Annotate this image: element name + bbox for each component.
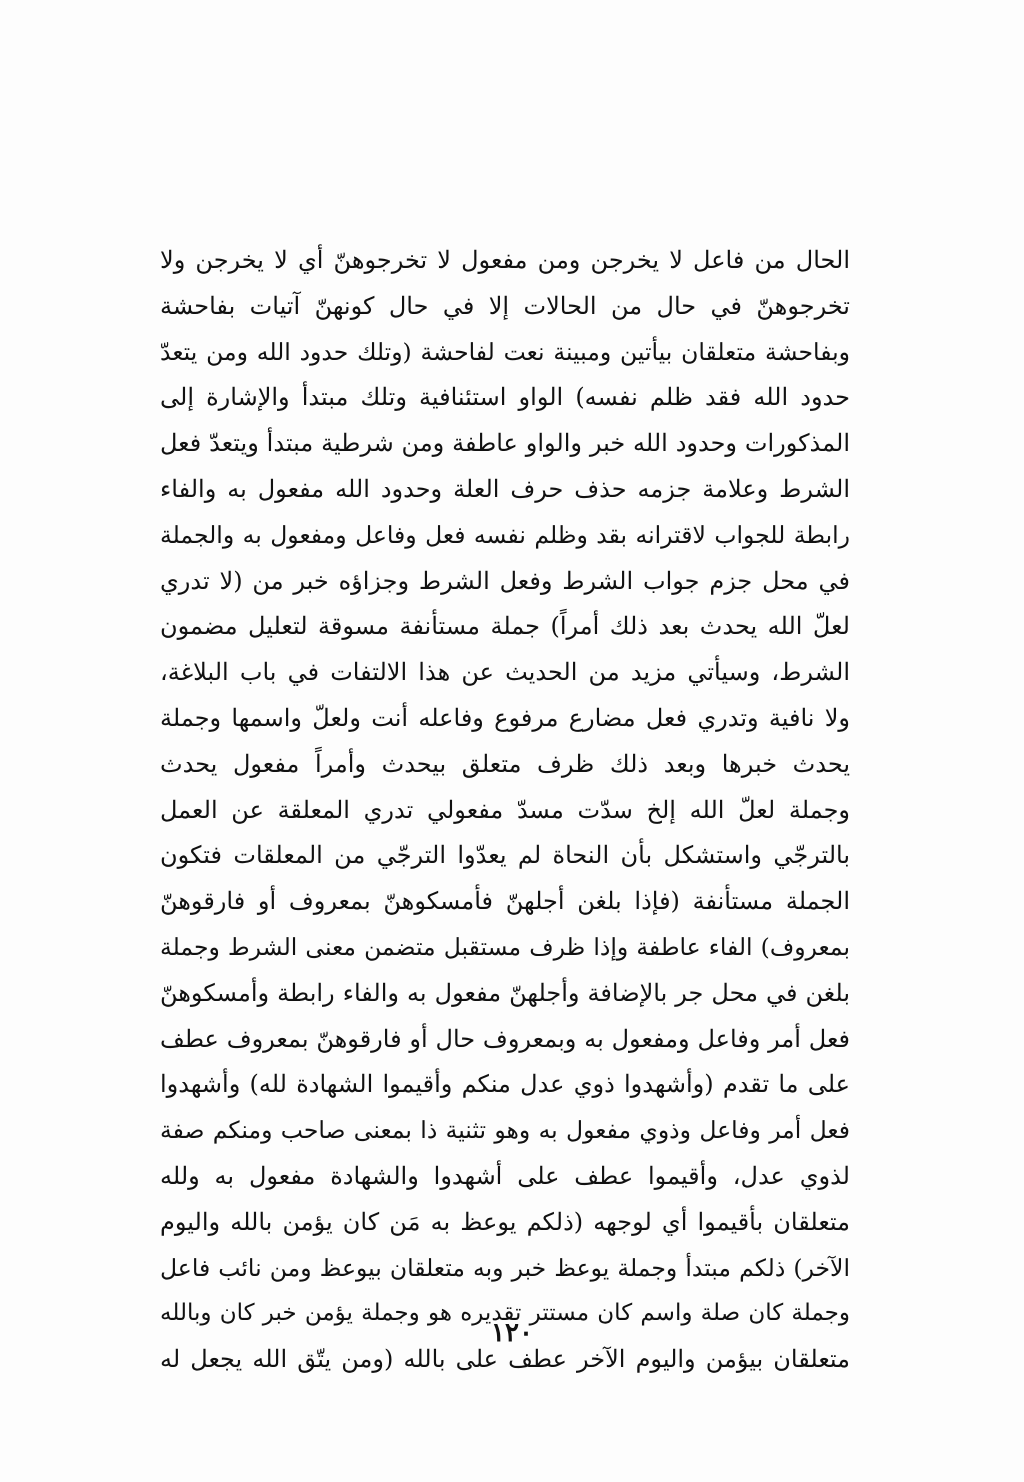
text-line: حدود الله فقد ظلم نفسه) الواو استئنافية وتلك مبتدأ والإشارة إلى	[160, 383, 850, 412]
text-line: بالترجّي واستشكل بأن النحاة لم يعدّوا الترجّي من المعلقات فتكون	[160, 841, 850, 870]
text-line: الشرط، وسيأتي مزيد من الحديث عن هذا الالتفات في باب البلاغة،	[160, 658, 850, 687]
text-line: الآخر) ذلكم مبتدأ وجملة يوعظ خبر وبه متعلقان بيوعظ ومن نائب فاعل	[160, 1253, 850, 1282]
body-text	[160, 238, 850, 1383]
page-number: ١٢٠	[491, 1318, 533, 1348]
text-line: فعل أمر وفاعل وذوي مفعول به وهو تثنية ذا بمعنى صاحب ومنكم صفة	[160, 1116, 850, 1145]
text-line: ولا نافية وتدري فعل مضارع مرفوع وفاعله أنت ولعلّ واسمها وجملة	[160, 703, 850, 732]
text-line: وبفاحشة متعلقان بيأتين ومبينة نعت لفاحشة (وتلك حدود الله ومن يتعدّ	[160, 337, 850, 366]
text-line: متعلقان بأقيموا أي لوجهه (ذلكم يوعظ به مَن كان يؤمن بالله واليوم	[160, 1207, 850, 1236]
text-line: رابطة للجواب لاقترانه بقد وظلم نفسه فعل وفاعل ومفعول به والجملة	[160, 520, 850, 549]
text-line: لذوي عدل، وأقيموا عطف على أشهدوا والشهادة مفعول به ولله	[160, 1161, 850, 1190]
text-line: بمعروف) الفاء عاطفة وإذا ظرف مستقبل متضمن معنى الشرط وجملة	[160, 932, 850, 961]
text-line: في محل جزم جواب الشرط وفعل الشرط وجزاؤه خبر من (لا تدري	[160, 566, 850, 595]
text-line: تخرجوهنّ في حال من الحالات إلا في حال كونهنّ آتيات بفاحشة	[160, 291, 850, 320]
text-line: يحدث خبرها وبعد ذلك ظرف متعلق بيحدث وأمراً مفعول يحدث	[160, 749, 850, 778]
text-line: الجملة مستأنفة (فإذا بلغن أجلهنّ فأمسكوهنّ بمعروف أو فارقوهنّ	[160, 887, 850, 916]
text-line: على ما تقدم (وأشهدوا ذوي عدل منكم وأقيموا الشهادة لله) وأشهدوا	[160, 1070, 850, 1099]
text-line: متعلقان بيؤمن واليوم الآخر عطف على بالله (ومن يتّق الله يجعل له	[160, 1345, 850, 1374]
text-line: المذكورات وحدود الله خبر والواو عاطفة ومن شرطية مبتدأ ويتعدّ فعل	[160, 429, 850, 458]
text-line: الحال من فاعل لا يخرجن ومن مفعول لا تخرجوهنّ أي لا يخرجن ولا	[160, 246, 850, 274]
text-line: بلغن في محل جر بالإضافة وأجلهنّ مفعول به والفاء رابطة وأمسكوهنّ	[160, 978, 850, 1007]
text-line: وجملة لعلّ الله إلخ سدّت مسدّ مفعولي تدري المعلقة عن العمل	[160, 795, 850, 824]
text-line: الشرط وعلامة جزمه حذف حرف العلة وحدود الله مفعول به والفاء	[160, 474, 850, 503]
text-line: لعلّ الله يحدث بعد ذلك أمراً) جملة مستأنفة مسوقة لتعليل مضمون	[160, 612, 850, 641]
text-line: فعل أمر وفاعل ومفعول به وبمعروف حال أو فارقوهنّ بمعروف عطف	[160, 1024, 850, 1053]
text-line: وجملة كان صلة واسم كان مستتر تقديره هو وجملة يؤمن خبر كان وبالله	[160, 1300, 850, 1327]
